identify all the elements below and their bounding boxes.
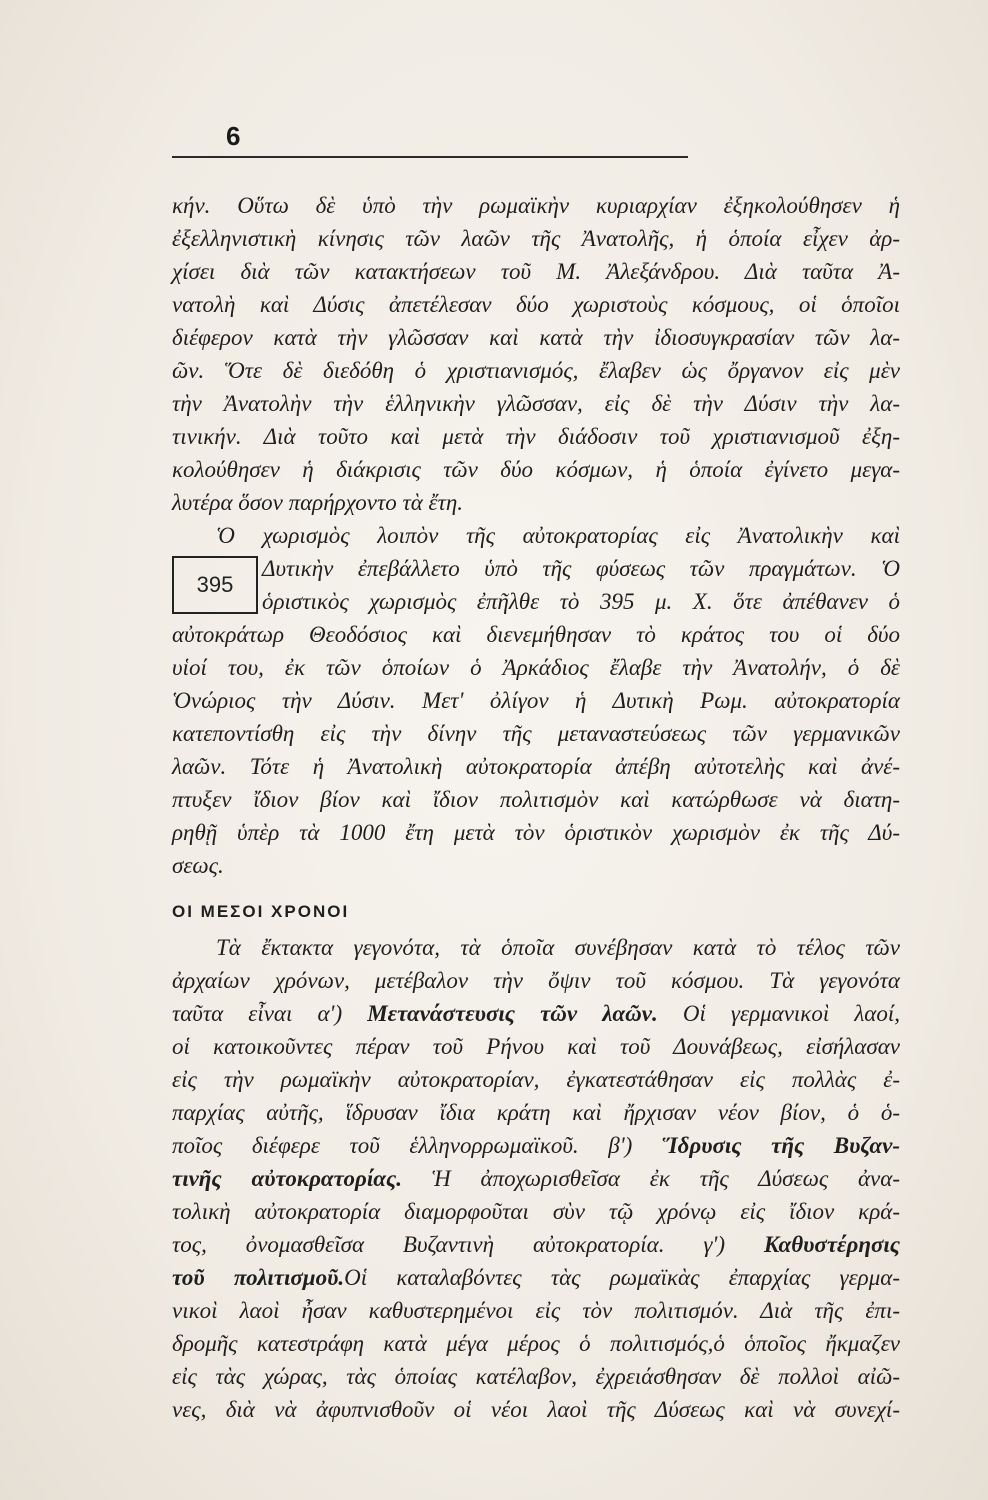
text-run: οἱ κατοικοῦντες πέραν τοῦ Ρήνου καὶ τοῦ Δουνάβεως, εἰσήλασαν bbox=[172, 1034, 900, 1059]
text-run: εἰς τὰς χώρας, τὰς ὁποίας κατέλαβον, ἐχρειάσθησαν δὲ πολλοὶ αἰῶ- bbox=[172, 1364, 900, 1389]
text-line bbox=[172, 1129, 900, 1162]
text-run: ποῖος διέφερε τοῦ ἑλληνορρωμαϊκοῦ. β') bbox=[172, 1133, 662, 1158]
text-line bbox=[262, 585, 900, 618]
bold-term: τοῦ πολιτισμοῦ. bbox=[172, 1265, 345, 1290]
text-line bbox=[172, 288, 900, 321]
text-line bbox=[172, 651, 900, 684]
text-run: νες, διὰ νὰ ἀφυπνισθοῦν οἱ νέοι λαοὶ τῆς Δύσεως καὶ νὰ συνεχί- bbox=[172, 1397, 900, 1422]
text-line bbox=[172, 1096, 900, 1129]
text-line bbox=[172, 354, 900, 387]
text-run: λυτέρα ὅσον παρήρχοντο τὰ ἔτη. bbox=[172, 490, 464, 515]
text-run: σεως. bbox=[172, 853, 224, 878]
text-line bbox=[172, 849, 900, 882]
text-run: εἰς τὴν ρωμαϊκὴν αὐτοκρατορίαν, ἐγκατεστάθησαν εἰς πολλὰς ἐ- bbox=[172, 1067, 900, 1092]
text-line bbox=[172, 321, 900, 354]
text-line bbox=[172, 964, 900, 997]
text-run: δρομῆς κατεστράφη κατὰ μέγα μέρος ὁ πολιτισμός,ὁ ὁποῖος ἤκμαζεν bbox=[172, 1331, 900, 1356]
text-run: κατεποντίσθη εἰς τὴν δίνην τῆς μεταναστεύσεως τῶν γερμανικῶν bbox=[172, 721, 900, 746]
text-line bbox=[172, 519, 900, 552]
section-heading: ΟΙ ΜΕΣΟΙ ΧΡΟΝΟΙ bbox=[172, 902, 350, 921]
text-line bbox=[172, 931, 900, 964]
text-line bbox=[172, 783, 900, 816]
text-line bbox=[172, 1228, 900, 1261]
text-line bbox=[172, 1030, 900, 1063]
bold-term: Ἵδρυσις τῆς Βυζαν- bbox=[661, 1133, 900, 1158]
text-line bbox=[172, 717, 900, 750]
text-line bbox=[172, 1162, 900, 1195]
text-run: κολούθησεν ἡ διάκρισις τῶν δύο κόσμων, ἡ ὁποία ἐγίνετο μεγα- bbox=[172, 457, 900, 482]
text-run: Τὰ ἔκτακτα γεγονότα, τὰ ὁποῖα συνέβησαν κατὰ τὸ τέλος τῶν bbox=[216, 935, 900, 960]
text-line bbox=[172, 420, 900, 453]
text-run: ρηθῇ ὑπὲρ τὰ 1000 ἔτη μετὰ τὸν ὁριστικὸν χωρισμὸν ἐκ τῆς Δύ- bbox=[172, 820, 900, 845]
margin-year-box bbox=[172, 556, 258, 614]
text-run: Ἡ ἀποχωρισθεῖσα ἐκ τῆς Δύσεως ἀνα- bbox=[402, 1166, 900, 1191]
text-run: ταῦτα εἶναι α') bbox=[172, 1001, 368, 1026]
bold-term: Καθυστέρησις bbox=[763, 1232, 900, 1257]
text-line bbox=[172, 750, 900, 783]
text-run: Ὁνώριος τὴν Δύσιν. Μετ' ὀλίγον ἡ Δυτικὴ Ρωμ. αὐτοκρατορία bbox=[172, 688, 900, 713]
text-line bbox=[172, 1261, 900, 1294]
text-run: ὁριστικὸς χωρισμὸς ἐπῆλθε τὸ 395 μ. Χ. ὅτε ἀπέθανεν ὁ bbox=[262, 589, 900, 614]
text-line bbox=[262, 552, 900, 585]
text-line bbox=[172, 1294, 900, 1327]
section-roman-division bbox=[172, 189, 900, 882]
text-line bbox=[172, 1195, 900, 1228]
text-run: διέφερον κατὰ τὴν γλῶσσαν καὶ κατὰ τὴν ἰδιοσυγκρασίαν τῶν λα- bbox=[172, 325, 900, 350]
text-run: χίσει διὰ τῶν κατακτήσεων τοῦ Μ. Ἀλεξάνδρου. Διὰ ταῦτα Ἀ- bbox=[172, 259, 900, 284]
text-line bbox=[172, 1360, 900, 1393]
section-middle-ages bbox=[172, 931, 900, 1426]
text-run: νικοὶ λαοὶ ἦσαν καθυστερημένοι εἰς τὸν πολιτισμόν. Διὰ τῆς ἐπι- bbox=[172, 1298, 900, 1323]
text-run: ῶν. Ὅτε δὲ διεδόθη ὁ χριστιανισμός, ἔλαβεν ὡς ὄργανον εἰς μὲν bbox=[172, 358, 900, 383]
text-line bbox=[172, 387, 900, 420]
text-run: υἱοί του, ἐκ τῶν ὁποίων ὁ Ἀρκάδιος ἔλαβε τὴν Ἀνατολήν, ὁ δὲ bbox=[172, 655, 900, 680]
text-line bbox=[172, 1393, 900, 1426]
text-run: νατολὴ καὶ Δύσις ἀπετέλεσαν δύο χωριστοὺς κόσμους, οἱ ὁποῖοι bbox=[172, 292, 900, 317]
text-run: κήν. Οὕτω δὲ ὑπὸ τὴν ρωμαϊκὴν κυριαρχίαν ἐξηκολούθησεν ἡ bbox=[172, 193, 900, 218]
text-run: ἐξελληνιστικὴ κίνησις τῶν λαῶν τῆς Ἀνατολῆς, ἡ ὁποία εἶχεν ἀρ- bbox=[172, 226, 900, 251]
text-run: Οἱ γερμανικοὶ λαοί, bbox=[657, 1001, 900, 1026]
text-run: ἀρχαίων χρόνων, μετέβαλον τὴν ὄψιν τοῦ κόσμου. Τὰ γεγονότα bbox=[172, 968, 900, 993]
text-run: τὴν Ἀνατολὴν τὴν ἑλληνικὴν γλῶσσαν, εἰς δὲ τὴν Δύσιν τὴν λα- bbox=[172, 391, 900, 416]
text-run: παρχίας αὐτῆς, ἵδρυσαν ἴδια κράτη καὶ ἤρχισαν νέον βίον, ὁ ὁ- bbox=[172, 1100, 900, 1125]
page-number: 6 bbox=[226, 121, 241, 151]
text-line bbox=[172, 997, 900, 1030]
text-line bbox=[172, 618, 900, 651]
text-line bbox=[172, 189, 900, 222]
text-run: Δυτικὴν ἐπεβάλλετο ὑπὸ τῆς φύσεως τῶν πραγμάτων. Ὁ bbox=[262, 556, 900, 581]
text-run: τινικήν. Διὰ τοῦτο καὶ μετὰ τὴν διάδοσιν τοῦ χριστιανισμοῦ ἐξη- bbox=[172, 424, 900, 449]
margin-year: 395 bbox=[196, 572, 234, 597]
text-run: τος, ὀνομασθεῖσα Βυζαντινὴ αὐτοκρατορία. γ') bbox=[172, 1232, 764, 1257]
text-line bbox=[172, 816, 900, 849]
text-run: Ὁ χωρισμὸς λοιπὸν τῆς αὐτοκρατορίας εἰς Ἀνατολικὴν καὶ bbox=[216, 523, 900, 548]
text-run: πτυξεν ἴδιον βίον καὶ ἴδιον πολιτισμὸν καὶ κατώρθωσε νὰ διατη- bbox=[172, 787, 900, 812]
text-line bbox=[172, 453, 900, 486]
text-line bbox=[172, 1327, 900, 1360]
text-line bbox=[172, 486, 900, 519]
text-run: Οἱ καταλαβόντες τὰς ρωμαϊκὰς ἐπαρχίας γερμα- bbox=[344, 1265, 900, 1290]
text-line bbox=[172, 222, 900, 255]
bold-term: τινῆς αὐτοκρατορίας. bbox=[172, 1166, 402, 1191]
text-line bbox=[172, 1063, 900, 1096]
text-run: αὐτοκράτωρ Θεοδόσιος καὶ διενεμήθησαν τὸ κράτος του οἱ δύο bbox=[172, 622, 900, 647]
text-line bbox=[172, 255, 900, 288]
text-line bbox=[172, 684, 900, 717]
text-run: τολικὴ αὐτοκρατορία διαμορφοῦται σὺν τῷ χρόνῳ εἰς ἴδιον κρά- bbox=[172, 1199, 900, 1224]
text-run: λαῶν. Τότε ἡ Ἀνατολικὴ αὐτοκρατορία ἀπέβη αὐτοτελὴς καὶ ἀνέ- bbox=[172, 754, 900, 779]
header-rule bbox=[172, 156, 688, 158]
bold-term: Μετανάστευσις τῶν λαῶν. bbox=[367, 1001, 658, 1026]
